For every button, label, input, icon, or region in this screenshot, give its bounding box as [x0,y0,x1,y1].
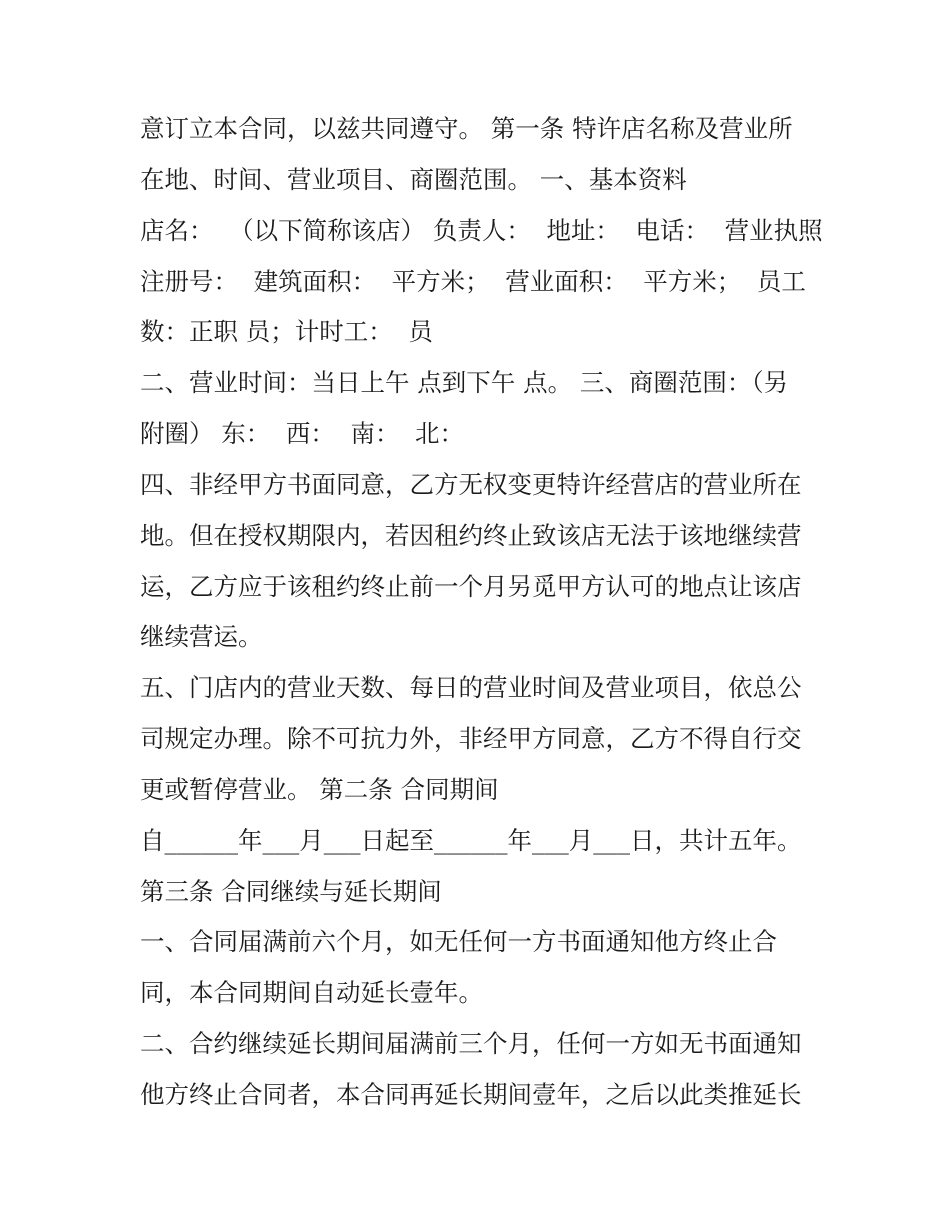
text-line: 五、门店内的营业天数、每日的营业时间及营业项目，依总公 [140,673,802,702]
text-line: 二、营业时间：当日上午 点到下午 点。 三、商圈范围：（另 [140,368,789,397]
text-line: 继续营运。 [140,622,263,651]
text-line: 一、合同届满前六个月，如无任何一方书面通知他方终止合 [140,927,777,956]
text-line: 运，乙方应于该租约终止前一个月另觅甲方认可的地点让该店 [140,572,802,601]
text-line: 他方终止合同者，本合同再延长期间壹年，之后以此类推延长 [140,1080,802,1109]
text-line: 附圈） 东： 西： 南： 北： [140,419,465,448]
text-line: 注册号： 建筑面积： 平方米； 营业面积： 平方米； 员工 [140,267,806,296]
text-line: 地。但在授权期限内，若因租约终止致该店无法于该地继续营 [140,521,802,550]
text-line: 在地、时间、营业项目、商圈范围。 一、基本资料 [140,165,687,194]
text-line: 更或暂停营业。 第二条 合同期间 [140,775,499,804]
text-line: 二、合约继续延长期间届满前三个月，任何一方如无书面通知 [140,1029,802,1058]
text-line: 四、非经甲方书面同意，乙方无权变更特许经营店的营业所在 [140,470,802,499]
text-line: 同，本合同期间自动延长壹年。 [140,978,483,1007]
text-line: 司规定办理。除不可抗力外，非经甲方同意，乙方不得自行交 [140,724,802,753]
text-line: 第三条 合同继续与延长期间 [140,877,442,906]
text-line: 数：正职 员；计时工： 员 [140,317,433,346]
text-line: 意订立本合同，以兹共同遵守。 第一条 特许店名称及营业所 [140,114,793,143]
text-line: 店名： （以下简称该店） 负责人： 地址： 电话： 营业执照 [140,216,823,245]
text-line: 自______年___月___日起至______年___月___日，共计五年。 [140,826,802,855]
